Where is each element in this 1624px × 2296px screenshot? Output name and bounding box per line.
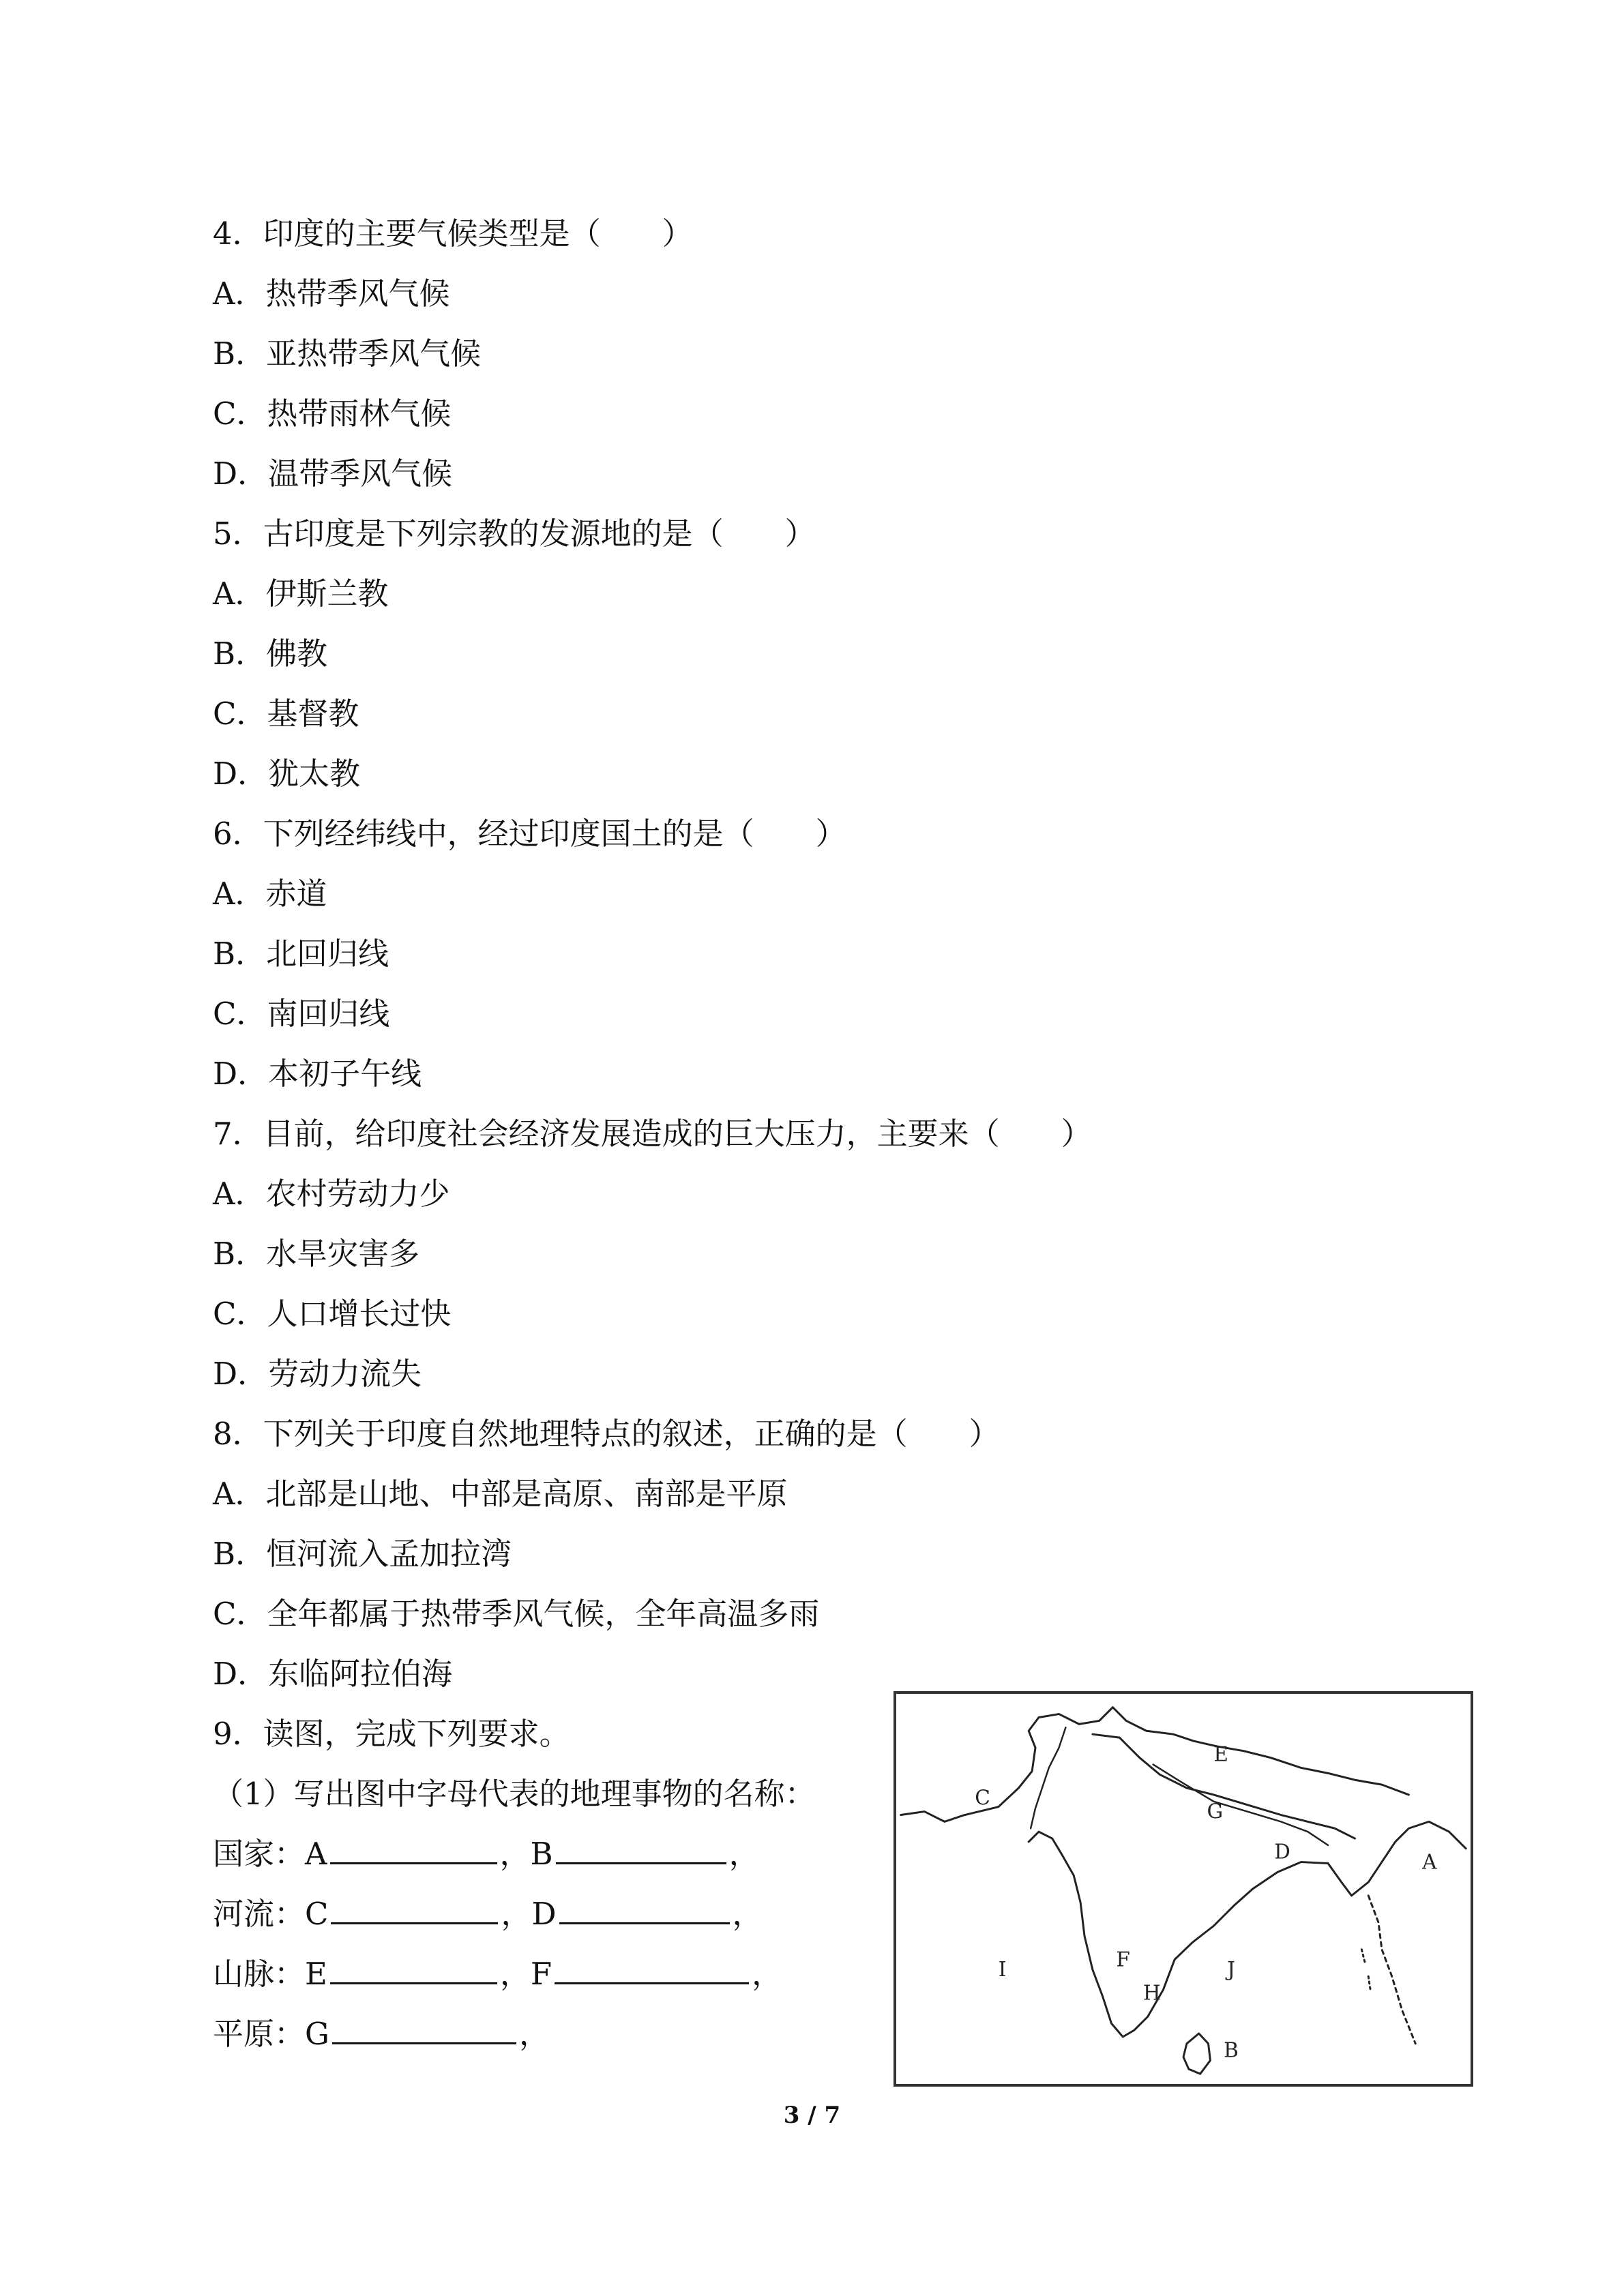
mountain-mid: ，F — [499, 1956, 552, 1992]
question-7-option-c: C．人口增长过快 — [213, 1296, 452, 1332]
question-7-option-a: A．农村劳动力少 — [213, 1176, 450, 1212]
answer-blank-a[interactable] — [330, 1835, 497, 1864]
himalaya-boundary — [1112, 1708, 1408, 1795]
east-coastline — [1352, 1821, 1466, 1895]
question-6-option-c: C．南回归线 — [213, 996, 390, 1032]
mountain-label: 山脉：E — [213, 1956, 327, 1992]
plain-end: ， — [518, 2016, 550, 2052]
question-7-stem: 7．目前，给印度社会经济发展造成的巨大压力，主要来（ ） — [213, 1116, 1092, 1152]
answer-line-country — [213, 1834, 760, 1874]
map-label-g: G — [1207, 1800, 1224, 1823]
question-8-option-a: A．北部是山地、中部是高原、南部是平原 — [213, 1476, 788, 1512]
question-4-option-c: C．热带雨林气候 — [213, 396, 452, 432]
question-5-option-c: C．基督教 — [213, 696, 359, 732]
river-mid: ，D — [501, 1896, 557, 1932]
country-end: ， — [728, 1836, 760, 1872]
answer-line-plain — [213, 2014, 550, 2054]
question-9-sub1: （1）写出图中字母代表的地理事物的名称： — [213, 1776, 816, 1812]
map-label-b: B — [1224, 2038, 1239, 2062]
question-8-option-b: B．恒河流入孟加拉湾 — [213, 1536, 512, 1572]
ganges-river — [1153, 1765, 1328, 1845]
question-4-option-b: B．亚热带季风气候 — [213, 336, 482, 372]
question-4-stem: 4．印度的主要气候类型是（ ） — [213, 215, 693, 252]
answer-line-mountain — [213, 1954, 782, 1994]
question-4-option-d: D．温带季风气候 — [213, 456, 453, 492]
question-6-option-a: A．赤道 — [213, 876, 327, 912]
map-label-d: D — [1274, 1840, 1290, 1864]
india-coastline — [1029, 1832, 1351, 2037]
map-label-c: C — [975, 1786, 990, 1810]
question-6-option-d: D．本初子午线 — [213, 1056, 422, 1092]
question-5-option-d: D．犹太教 — [213, 756, 361, 792]
map-label-a: A — [1422, 1850, 1437, 1874]
map-label-e: E — [1213, 1742, 1228, 1766]
question-5-stem: 5．古印度是下列宗教的发源地的是（ ） — [213, 516, 816, 552]
mountain-end: ， — [752, 1956, 783, 1992]
question-7-option-b: B．水旱灾害多 — [213, 1236, 420, 1272]
answer-blank-g[interactable] — [332, 2015, 516, 2044]
question-7-option-d: D．劳动力流失 — [213, 1356, 422, 1392]
plain-label: 平原：G — [213, 2016, 329, 2052]
page-number: 3 / 7 — [783, 2102, 841, 2129]
answer-blank-c[interactable] — [331, 1895, 498, 1924]
answer-blank-f[interactable] — [555, 1955, 749, 1984]
answer-blank-e[interactable] — [330, 1955, 497, 1984]
country-mid: ，B — [499, 1836, 553, 1872]
question-5-option-a: A．伊斯兰教 — [213, 576, 389, 612]
myanmar-coast — [1368, 1896, 1415, 2044]
river-label: 河流：C — [213, 1896, 329, 1932]
map-label-h: H — [1142, 1981, 1161, 2005]
answer-blank-d[interactable] — [559, 1895, 730, 1924]
map-label-i: I — [998, 1958, 1007, 1982]
question-5-option-b: B．佛教 — [213, 636, 328, 672]
question-9-stem: 9．读图，完成下列要求。 — [213, 1716, 570, 1752]
indus-river — [1031, 1727, 1065, 1828]
map-label-j: J — [1227, 1958, 1235, 1982]
question-8-option-c: C．全年都属于热带季风气候，全年高温多雨 — [213, 1596, 820, 1632]
country-label: 国家：A — [213, 1836, 327, 1872]
map-label-f: F — [1116, 1948, 1130, 1971]
south-asia-map — [894, 1691, 1473, 2087]
river-end: ， — [732, 1896, 763, 1932]
west-coastline — [901, 1708, 1113, 1822]
sri-lanka-outline — [1183, 2033, 1210, 2074]
island-chain — [1361, 1950, 1370, 1990]
question-6-stem: 6．下列经纬线中，经过印度国土的是（ ） — [213, 816, 846, 852]
answer-line-river — [213, 1894, 763, 1934]
question-6-option-b: B．北回归线 — [213, 936, 389, 972]
question-8-stem: 8．下列关于印度自然地理特点的叙述，正确的是（ ） — [213, 1416, 1000, 1452]
question-4-option-a: A．热带季风气候 — [213, 275, 450, 312]
answer-blank-b[interactable] — [556, 1835, 726, 1864]
map-drawing — [896, 1694, 1471, 2084]
question-8-option-d: D．东临阿拉伯海 — [213, 1656, 453, 1692]
